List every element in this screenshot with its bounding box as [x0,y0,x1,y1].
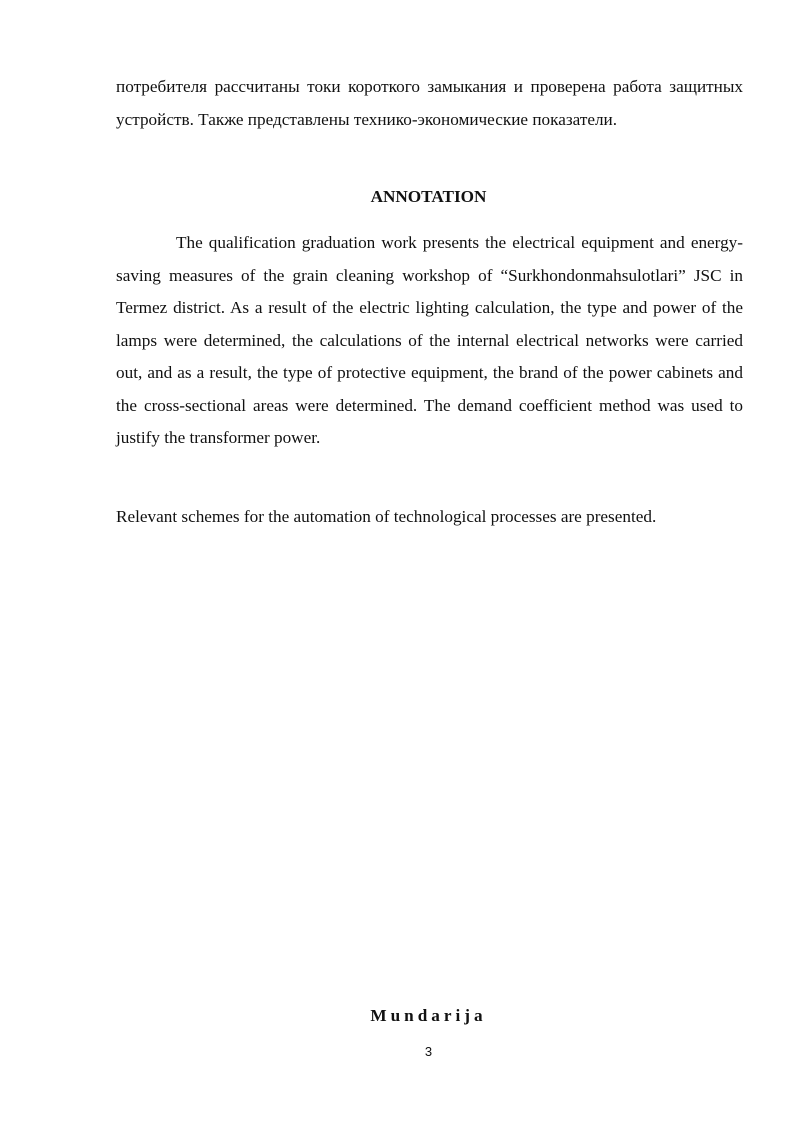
contents-heading: Mundarija [370,1006,487,1025]
page-number: 3 [424,1044,433,1059]
annotation-paragraph: The qualification graduation work presents the electrical equipment and energy-saving measures of the grain cleaning workshop of “Surkhondonmahsulotlari” JSC in Termez district. As a result of the electric lighting calculation, the type and power of the lamps were determined, the calculations of the internal electrical networks were carried out, and as a result, the type of protective equipment, the brand of the power cabinets and the cross-sectional areas were determined. The demand coefficient method was used to justify the transformer power. [116,233,743,447]
russian-paragraph: потребителя рассчитаны токи короткого замыкания и проверена работа защитных устройств. Также представлены технико-экономические показатели. [116,77,743,129]
annotation-heading: ANNOTATION [370,187,487,206]
annotation-paragraph-2: Relevant schemes for the automation of technological processes are presented. [116,507,657,526]
